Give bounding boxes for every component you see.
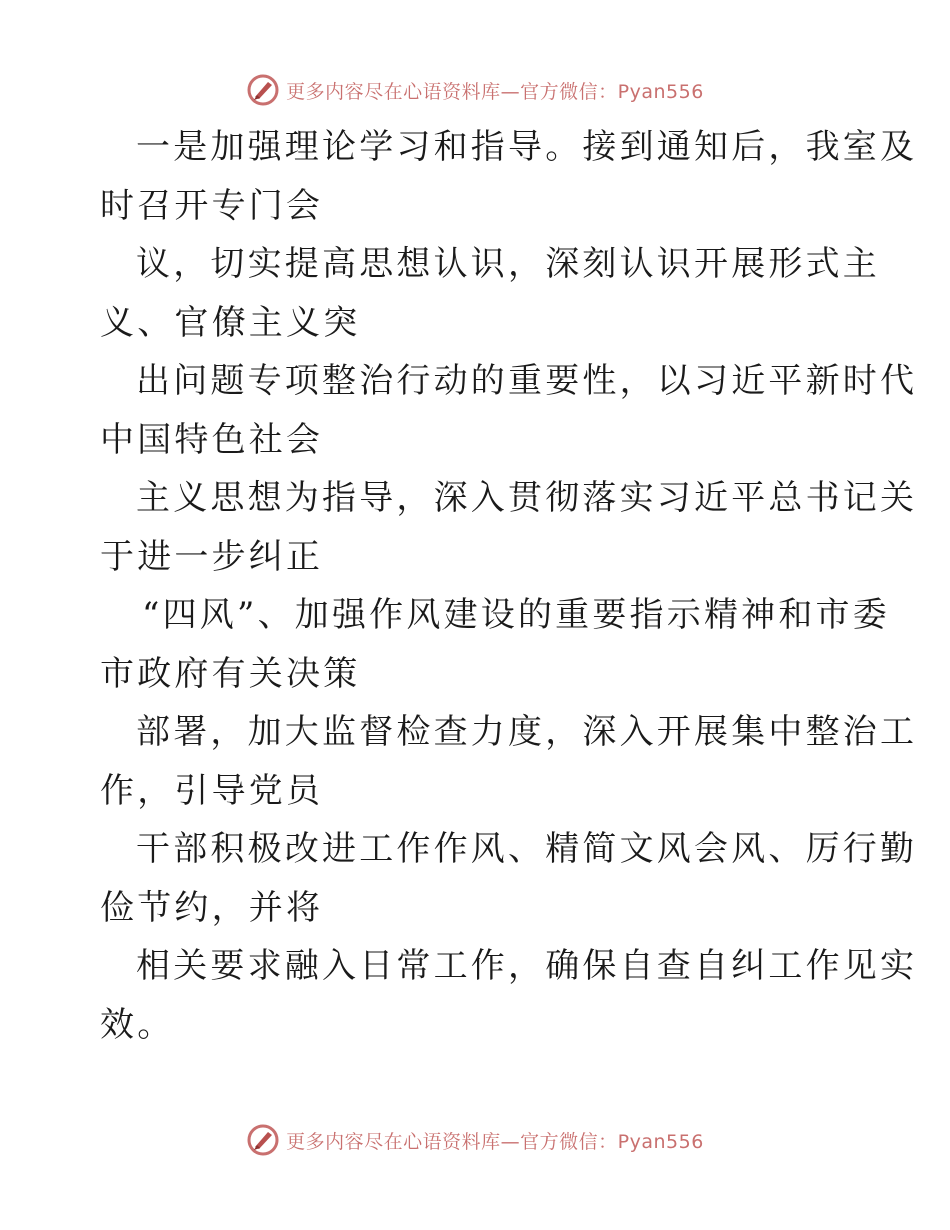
body-line: 市政府有关决策 xyxy=(100,653,361,694)
body-line: 效。 xyxy=(100,1004,175,1045)
body-line: 中国特色社会 xyxy=(100,419,324,460)
body-line: 义、官僚主义突 xyxy=(100,302,361,343)
body-line: “四风”、加强作风建设的重要指示精神和市委 xyxy=(142,595,890,635)
watermark-text: 更多内容尽在心语资料库—官方微信：Pyan556 xyxy=(286,80,704,103)
body-line: 作，引导党员 xyxy=(100,770,324,811)
body-line: 一是加强理论学习和指导。接到通知后，我室及 xyxy=(136,127,918,167)
header-watermark xyxy=(0,70,950,110)
body-line: 时召开专门会 xyxy=(100,185,324,226)
quill-logo-icon xyxy=(246,1123,280,1157)
body-line: 相关要求融入日常工作，确保自查自纠工作见实 xyxy=(136,946,918,986)
body-line: 出问题专项整治行动的重要性，以习近平新时代 xyxy=(136,361,918,401)
body-line: 部署，加大监督检查力度，深入开展集中整治工 xyxy=(136,712,918,752)
body-line: 干部积极改进工作作风、精简文风会风、厉行勤 xyxy=(136,829,918,869)
body-line: 于进一步纠正 xyxy=(100,536,324,577)
document-body xyxy=(100,118,918,1054)
footer-watermark xyxy=(0,1120,950,1160)
body-line: 主义思想为指导，深入贯彻落实习近平总书记关 xyxy=(136,478,918,518)
body-line: 俭节约，并将 xyxy=(100,887,324,928)
quill-logo-icon xyxy=(246,73,280,107)
body-line: 议，切实提高思想认识，深刻认识开展形式主 xyxy=(136,244,880,284)
watermark-text: 更多内容尽在心语资料库—官方微信：Pyan556 xyxy=(286,1130,704,1153)
